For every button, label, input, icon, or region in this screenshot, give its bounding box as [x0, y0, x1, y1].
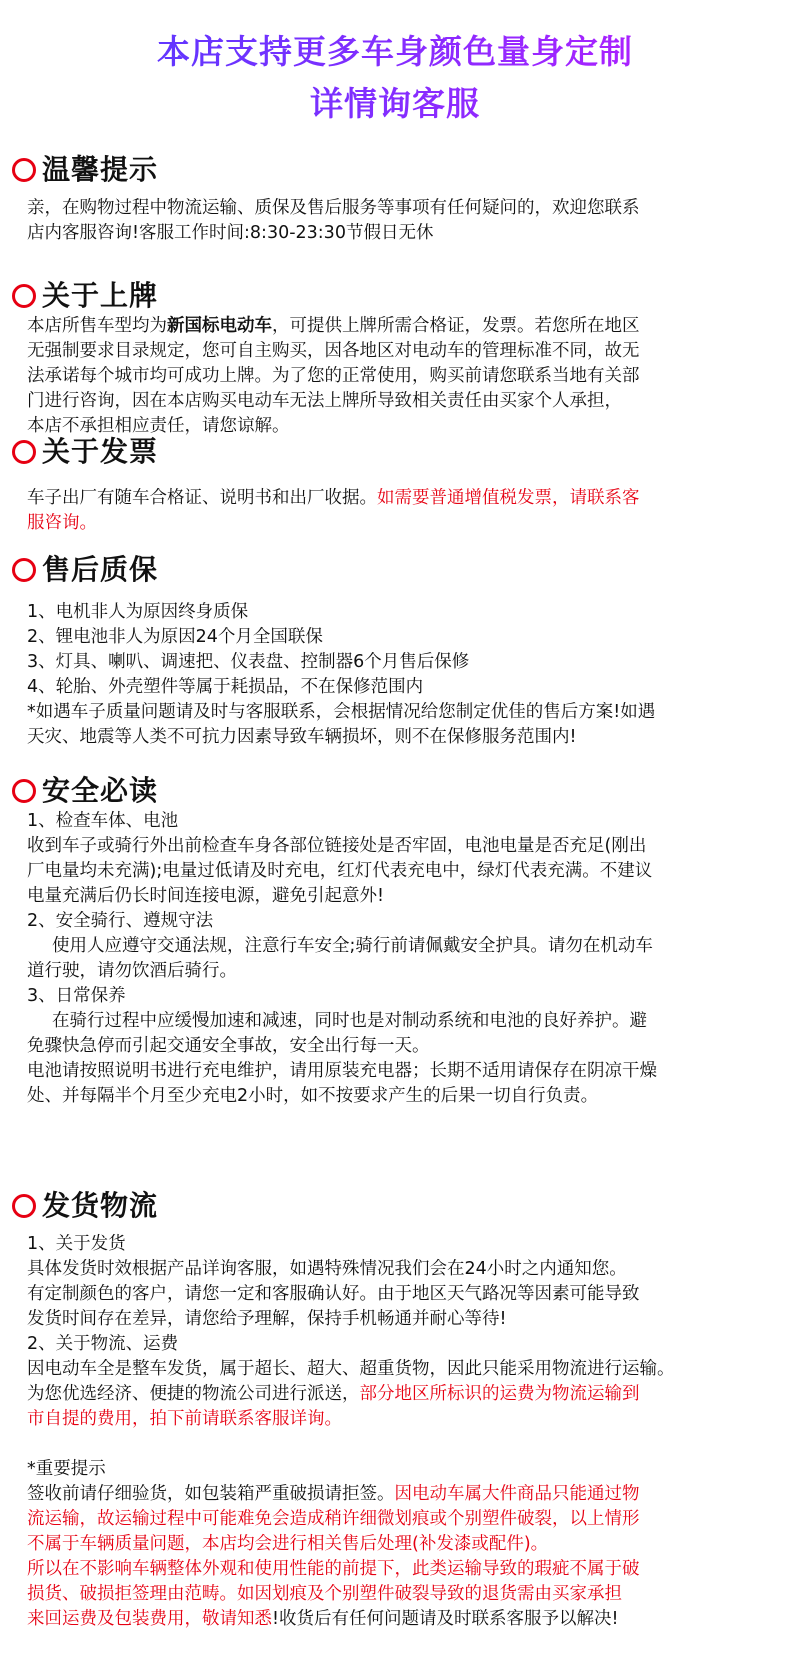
tips-title: 温馨提示: [42, 153, 159, 186]
tips-heading: [12, 152, 780, 188]
safety-line: 使用人应遵守交通法规，注意行车安全;骑行前请佩戴安全护具。请勿在机动车: [52, 936, 653, 956]
safety-line: 电量充满后仍长时间连接电源，避免引起意外!: [27, 886, 385, 906]
notice-line: 流运输，故运输过程中可能难免会造成稍许细微划痕或个别塑件破裂，以上情形: [27, 1509, 640, 1529]
safety-line: 免骤快急停而引起交通安全事故，安全出行每一天。: [27, 1036, 430, 1056]
shipping-line: 有定制颜色的客户，请您一定和客服确认好。由于地区天气路况等因素可能导致: [27, 1284, 640, 1304]
tips-section: [12, 152, 780, 246]
shipping-section: [12, 1188, 780, 1632]
invoice-title: 关于发票: [42, 435, 159, 468]
safety-line: 电池请按照说明书进行充电维护，请用原装充电器；长期不适用请保存在阴凉干燥: [27, 1061, 657, 1081]
shipping-line: 具体发货时效根据产品详询客服，如遇特殊情况我们会在24小时之内通知您。: [27, 1259, 627, 1279]
notice-line: 损货、破损拒签理由范畴。如因划痕及个别塑件破裂导致的退货需由买家承担: [27, 1584, 622, 1604]
registration-line: 法承诺每个城市均可成功上牌。为了您的正常使用，购买前请您联系当地有关部: [27, 366, 640, 386]
warranty-line: 4、轮胎、外壳塑件等属于耗损品，不在保修范围内: [27, 677, 424, 697]
circle-ring-icon: [12, 440, 36, 464]
important-notice-title: *重要提示: [27, 1459, 106, 1479]
freight-notice: 部分地区所标识的运费为物流运输到: [359, 1384, 640, 1404]
warranty-line: *如遇车子质量问题请及时与客服联系，会根据情况给您制定优佳的售后方案!如遇: [27, 702, 656, 722]
safety-line: 收到车子或骑行外出前检查车身各部位链接处是否牢固，电池电量是否充足(刚出: [27, 836, 647, 856]
registration-heading: [12, 278, 780, 314]
shipping-line: 2、关于物流、运费: [27, 1334, 179, 1354]
tips-line: 店内客服咨询!客服工作时间:8:30-23:30节假日无休: [27, 223, 434, 243]
warranty-line: 1、电机非人为原因终身质保: [27, 602, 249, 622]
custom-color-banner: [0, 0, 790, 130]
circle-ring-icon: [12, 558, 36, 582]
notice-line: 不属于车辆质量问题，本店均会进行相关售后处理(补发漆或配件)。: [27, 1534, 549, 1554]
invoice-section: [12, 434, 780, 536]
notice-line: 所以在不影响车辆整体外观和使用性能的前提下，此类运输导致的瑕疵不属于破: [27, 1559, 640, 1579]
banner-line-2: 详情询客服: [0, 78, 790, 130]
invoice-line: 车子出厂有随车合格证、说明书和出厂收据。如需要普通增值税发票，请联系客: [27, 488, 640, 508]
circle-ring-icon: [12, 284, 36, 308]
registration-line: 门进行咨询，因在本店购买电动车无法上牌所导致相关责任由买家个人承担，: [27, 391, 622, 411]
notice-line: 签收前请仔细验货，如包装箱严重破损请拒签。因电动车属大件商品只能通过物: [27, 1484, 640, 1504]
safety-title: 安全必读: [42, 774, 159, 807]
circle-ring-icon: [12, 158, 36, 182]
shipping-line: 1、关于发货: [27, 1234, 126, 1254]
circle-ring-icon: [12, 779, 36, 803]
safety-line: 道行驶，请勿饮酒后骑行。: [27, 961, 237, 981]
safety-line: 1、检查车体、电池: [27, 811, 179, 831]
registration-line: 本店不承担相应责任，请您谅解。: [27, 416, 290, 436]
shipping-heading: [12, 1188, 780, 1224]
invoice-heading: [12, 434, 780, 470]
warranty-line: 2、锂电池非人为原因24个月全国联保: [27, 627, 323, 647]
invoice-line: 服咨询。: [27, 513, 97, 533]
warranty-section: [12, 552, 780, 750]
warranty-heading: [12, 552, 780, 588]
tips-line: 亲，在购物过程中物流运输、质保及售后服务等事项有任何疑问的，欢迎您联系: [27, 198, 640, 218]
safety-line: 3、日常保养: [27, 986, 126, 1006]
blank-line: [27, 1432, 780, 1457]
shipping-line: 市自提的费用，拍下前请联系客服详询。: [27, 1409, 342, 1429]
safety-line: 厂电量均未充满);电量过低请及时充电，红灯代表充电中，绿灯代表充满。不建议: [27, 861, 653, 881]
invoice-notice: 如需要普通增值税发票，请联系客: [377, 488, 640, 508]
warranty-line: 天灾、地震等人类不可抗力因素导致车辆损坏，则不在保修服务范围内!: [27, 727, 577, 747]
shipping-line: 发货时间存在差异，请您给予理解，保持手机畅通并耐心等待!: [27, 1309, 507, 1329]
warranty-title: 售后质保: [42, 553, 159, 586]
shipping-title: 发货物流: [42, 1189, 159, 1222]
safety-line: 处、并每隔半个月至少充电2小时，如不按要求产生的后果一切自行负责。: [27, 1086, 599, 1106]
safety-line: 2、安全骑行、遵规守法: [27, 911, 214, 931]
notice-line: 来回运费及包装费用，敬请知悉!收货后有任何问题请及时联系客服予以解决!: [27, 1609, 619, 1629]
safety-section: [12, 773, 780, 1109]
banner-line-1: 本店支持更多车身颜色量身定制: [0, 26, 790, 78]
registration-section: [12, 278, 780, 439]
circle-ring-icon: [12, 1194, 36, 1218]
shipping-line: 为您优选经济、便捷的物流公司进行派送，部分地区所标识的运费为物流运输到: [27, 1384, 640, 1404]
registration-title: 关于上牌: [42, 279, 159, 312]
new-standard-highlight: 新国标电动车: [167, 316, 272, 336]
registration-line: 无强制要求目录规定，您可自主购买，因各地区对电动车的管理标准不同，故无: [27, 341, 640, 361]
safety-line: 在骑行过程中应缓慢加速和减速，同时也是对制动系统和电池的良好养护。避: [52, 1011, 647, 1031]
safety-heading: [12, 773, 780, 809]
registration-line: 本店所售车型均为新国标电动车，可提供上牌所需合格证，发票。若您所在地区: [27, 316, 640, 336]
warranty-line: 3、灯具、喇叭、调速把、仪表盘、控制器6个月售后保修: [27, 652, 470, 672]
shipping-line: 因电动车全是整车发货，属于超长、超大、超重货物，因此只能采用物流进行运输。: [27, 1359, 675, 1379]
